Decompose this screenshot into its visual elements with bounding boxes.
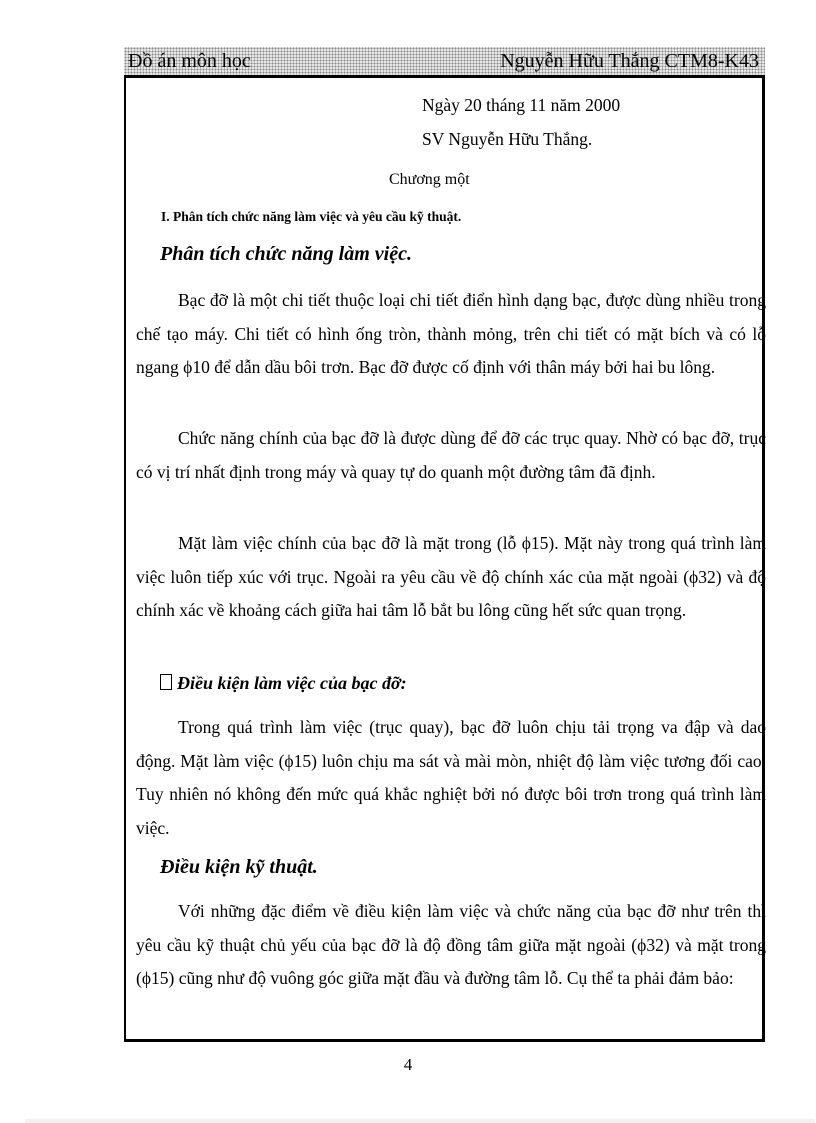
- paragraph-working-surface: Mặt làm việc chính của bạc đỡ là mặt trong (lỗ ϕ15). Mặt này trong quá trình làm việc luôn tiếp xúc với trục. Ngoài ra yêu cầu về độ chính xác của mặt ngoài (ϕ32) và độ chính xác về khoảng cách giữa hai tâm lỗ bắt bu lông cũng hết sức quan trọng.: [136, 533, 766, 620]
- signature-line: SV Nguyễn Hữu Thắng.: [422, 129, 593, 149]
- heading-working-conditions-text: Điều kiện làm việc của bạc đỡ:: [177, 673, 407, 693]
- date-line: Ngày 20 tháng 11 năm 2000: [422, 95, 621, 115]
- heading-working-conditions: [160, 673, 407, 694]
- heading-technical-conditions: Điều kiện kỹ thuật.: [160, 856, 318, 878]
- bottom-edge: [25, 1119, 815, 1123]
- section-title: I. Phân tích chức năng làm việc và yêu cầu kỹ thuật.: [161, 209, 462, 224]
- paragraph-working-conditions: Trong quá trình làm việc (trục quay), bạc đỡ luôn chịu tải trọng va đập và dao động. Mặt làm việc (ϕ15) luôn chịu ma sát và mài mòn, nhiệt độ làm việc tương đối cao. Tuy nhiên nó không đến mức quá khắc nghiệt bởi nó được bôi trơn trong quá trình làm việc.: [136, 717, 766, 838]
- paragraph-technical-requirements: Với những đặc điểm về điều kiện làm việc và chức năng của bạc đỡ như trên thì yêu cầu kỹ thuật chủ yếu của bạc đỡ là độ đồng tâm giữa mặt ngoài (ϕ32) và mặt trong (ϕ15) cũng như độ vuông góc giữa mặt đầu và đường tâm lỗ. Cụ thể ta phải đảm bảo:: [136, 901, 766, 988]
- page-header: [124, 47, 765, 78]
- header-author: Nguyễn Hữu Thắng CTM8-K43: [500, 50, 759, 72]
- bullet-marker-icon: [160, 674, 172, 690]
- paragraph-main-function: Chức năng chính của bạc đỡ là được dùng để đỡ các trục quay. Nhờ có bạc đỡ, trục có vị trí nhất định trong máy và quay tự do quanh một đường tâm đã định.: [136, 428, 766, 482]
- chapter-title: Chương một: [389, 171, 470, 188]
- page-number: 4: [403, 1055, 413, 1074]
- heading-function-analysis: Phân tích chức năng làm việc.: [160, 243, 412, 265]
- paragraph-description: Bạc đỡ là một chi tiết thuộc loại chi tiết điển hình dạng bạc, được dùng nhiều trong chế tạo máy. Chi tiết có hình ống tròn, thành mỏng, trên chi tiết có mặt bích và có lỗ ngang ϕ10 để dẫn dầu bôi trơn. Bạc đỡ được cố định với thân máy bởi hai bu lông.: [136, 290, 766, 377]
- header-course-title: Đồ án môn học: [128, 50, 251, 72]
